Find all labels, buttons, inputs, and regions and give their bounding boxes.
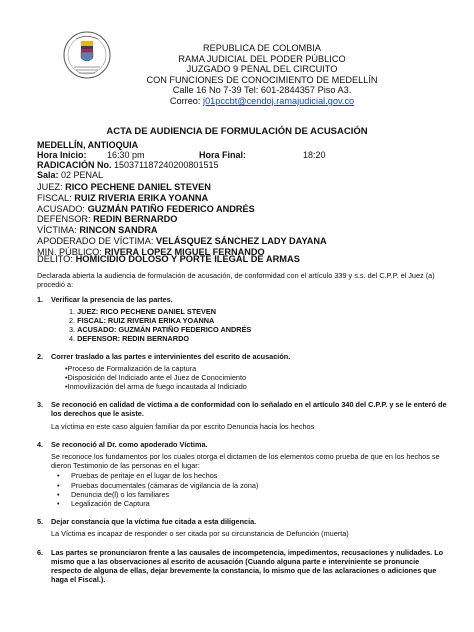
bullet-item: •Inmovilización del arma de fuego incautada al Indiciado — [65, 382, 247, 392]
delito-value: HOMICIDIO DOLOSO Y PORTE ILEGAL DE ARMAS — [75, 254, 300, 264]
bullet-text: Pruebas documentales (cámaras de vigilancia de la zona) — [71, 480, 259, 490]
sub-number: 4. — [69, 334, 76, 344]
delito-label: DELITO: — [37, 254, 73, 264]
document-title: ACTA DE AUDIENCIA DE FORMULACIÓN DE ACUSACIÓN — [106, 126, 368, 137]
bullet-text: Pruebas de peritaje en el lugar de los hechos — [71, 471, 218, 481]
bullet-item: •Disposición del Indiciado ante el Juez de Conocimiento — [65, 372, 247, 382]
city: MEDELLÍN, ANTIOQUIA — [37, 140, 139, 150]
hours-row — [37, 150, 326, 160]
radicacion-row — [37, 160, 326, 170]
hora-inicio-label: Hora Inicio: — [37, 150, 87, 160]
party-label: JUEZ: — [37, 182, 63, 192]
party-value: RUIZ RIVERIA ERIKA YOANNA — [74, 192, 209, 203]
party-row — [37, 193, 327, 204]
sub-item — [69, 334, 447, 343]
party-label: MIN. PÚBLICO: — [37, 246, 102, 257]
sub-text: ACUSADO: GUZMÁN PATIÑO FEDERICO ANDRÉS — [77, 325, 252, 335]
party-label: ACUSADO: — [37, 203, 85, 214]
item-note: La víctima en este caso alguien familiar da por escrito Denuncia hacia los hechos — [51, 421, 315, 431]
bullet-list — [65, 364, 447, 392]
party-label: FISCAL: — [37, 192, 72, 203]
party-row — [37, 225, 327, 236]
item-title: Verificar la presencia de las partes. — [51, 295, 173, 305]
email-link[interactable]: j01pccbt@cendoj.ramajudicial.gov.co — [203, 95, 355, 106]
bullet-item: • Denuncia de(l) o los familiares — [57, 489, 170, 499]
party-row — [37, 182, 327, 193]
item-title: Se reconoció al Dr. como apoderado Víctima. — [51, 439, 208, 449]
bullet-item: • Pruebas documentales (cámaras de vigilancia de la zona) — [57, 480, 259, 490]
item-title: Se reconoció en calidad de víctima a de conformidad con lo señalado en el artículo 340 del C.P.P. y se le enteró de los derechos que le asiste. — [51, 400, 447, 419]
judicial-council-logo — [62, 30, 112, 80]
item-title: Correr traslado a las partes e intervinientes del escrito de acusación. — [51, 352, 291, 362]
proceeding-item — [37, 352, 447, 391]
party-value: RINCON SANDRA — [79, 225, 158, 236]
item-note: La Víctima es incapaz de responder o ser citada por su circunstancia de Defunción (muerta) — [51, 529, 349, 539]
party-row — [37, 236, 327, 247]
sub-number: 2. — [69, 315, 76, 325]
header-line: RAMA JUDICIAL DEL PODER PÚBLICO — [178, 53, 346, 64]
party-value: RIVERA LOPEZ MIGUEL FERNANDO — [104, 246, 265, 257]
sub-item — [69, 325, 447, 334]
sub-item — [69, 316, 447, 325]
hearing-meta — [37, 140, 326, 180]
header-line: REPUBLICA DE COLOMBIA — [203, 43, 321, 53]
hora-inicio-value: 16:30 pm — [107, 150, 145, 160]
bullet-item: • Pruebas de peritaje en el lugar de los hechos — [57, 471, 218, 481]
item-number: 5. — [37, 517, 44, 527]
court-header — [112, 43, 412, 107]
email-label: Correo: — [169, 95, 204, 106]
item-title: Dejar constancia que la víctima fue citada a esta diligencia. — [51, 517, 257, 527]
sala-row — [37, 170, 326, 180]
sub-text: JUEZ: RICO PECHENE DANIEL STEVEN — [77, 306, 217, 316]
sub-text: FISCAL: RUIZ RIVERIA ERIKA YOANNA — [77, 315, 215, 325]
sub-number: 1. — [69, 306, 76, 316]
party-label: VÍCTIMA: — [37, 225, 77, 236]
parties-list — [37, 182, 327, 258]
party-label: APODERADO DE VÍCTIMA: — [37, 235, 154, 246]
sala-label: Sala: — [37, 170, 59, 180]
hora-final-value: 18:20 — [303, 150, 326, 160]
item-number: 4. — [37, 439, 44, 449]
bullet-item: • Legalización de Captura — [57, 499, 150, 509]
party-value: REDIN BERNARDO — [93, 214, 178, 225]
item-number: 3. — [37, 400, 44, 410]
item-number: 2. — [37, 352, 44, 362]
bullet-item: •Proceso de Formalización de la captura — [65, 363, 197, 373]
item-number: 1. — [37, 295, 44, 305]
radicacion-label: RADICACIÓN No. — [37, 160, 112, 170]
proceeding-item — [37, 548, 447, 585]
party-row — [37, 214, 327, 225]
sub-text: DEFENSOR: REDIN BERNARDO — [77, 334, 190, 344]
sub-item — [69, 307, 447, 316]
sub-number: 3. — [69, 325, 76, 335]
bullet-list — [57, 471, 447, 508]
proceeding-item — [37, 440, 447, 508]
hora-final-label: Hora Final: — [199, 150, 247, 160]
intro-paragraph: Declarada abierta la audiencia de formulación de acusación, de conformidad con el artículo 339 y s.s. del C.P.P. el Juez (a) procedió a: — [37, 271, 435, 290]
sala-value: 02 PENAL — [61, 170, 104, 180]
party-value: VELÁSQUEZ SÁNCHEZ LADY DAYANA — [155, 235, 327, 246]
delito-row — [37, 254, 300, 264]
header-line: CON FUNCIONES DE CONOCIMIENTO DE MEDELLÍN — [146, 74, 378, 85]
header-line: Calle 16 No 7-39 Tel: 601-2844357 Piso A3. — [172, 85, 352, 96]
party-value: RICO PECHENE DANIEL STEVEN — [65, 182, 211, 192]
proceeding-item — [37, 295, 447, 343]
header-email-line — [112, 96, 412, 107]
sub-list — [69, 307, 447, 344]
bullet-text: Legalización de Captura — [71, 499, 150, 509]
item-number: 6. — [37, 547, 44, 557]
party-label: DEFENSOR: — [37, 214, 91, 225]
header-line: JUZGADO 9 PENAL DEL CIRCUITO — [186, 64, 338, 75]
item-title: Las partes se pronunciaron frente a las causales de incompetencia, impedimentos, recusaciones y nulidades. Lo mismo que a las observaciones al escrito de acusación (Cuando alguna parte e interviniente se pronuncie respecto de alguna de ellas, dejar brevemente la constancia, lo mismo que de las aclaraciones o adiciones que haga el Fiscal.). — [51, 547, 444, 585]
party-value: GUZMÁN PATIÑO FEDERICO ANDRÉS — [87, 203, 255, 214]
bullet-text: Denuncia de(l) o los familiares — [71, 489, 170, 499]
proceedings-list — [37, 295, 447, 584]
radicacion-value: 150371187240200801515 — [114, 160, 219, 170]
proceeding-item — [37, 517, 447, 538]
item-note: Se reconoce los fundamentos por los cuales otorga el dictamen de los elementos como prueba de que en los hechos se dieron Testimonio de las personas en el lugar: — [51, 452, 440, 471]
proceeding-item — [37, 400, 447, 431]
document-body — [37, 271, 447, 593]
party-row — [37, 204, 327, 215]
